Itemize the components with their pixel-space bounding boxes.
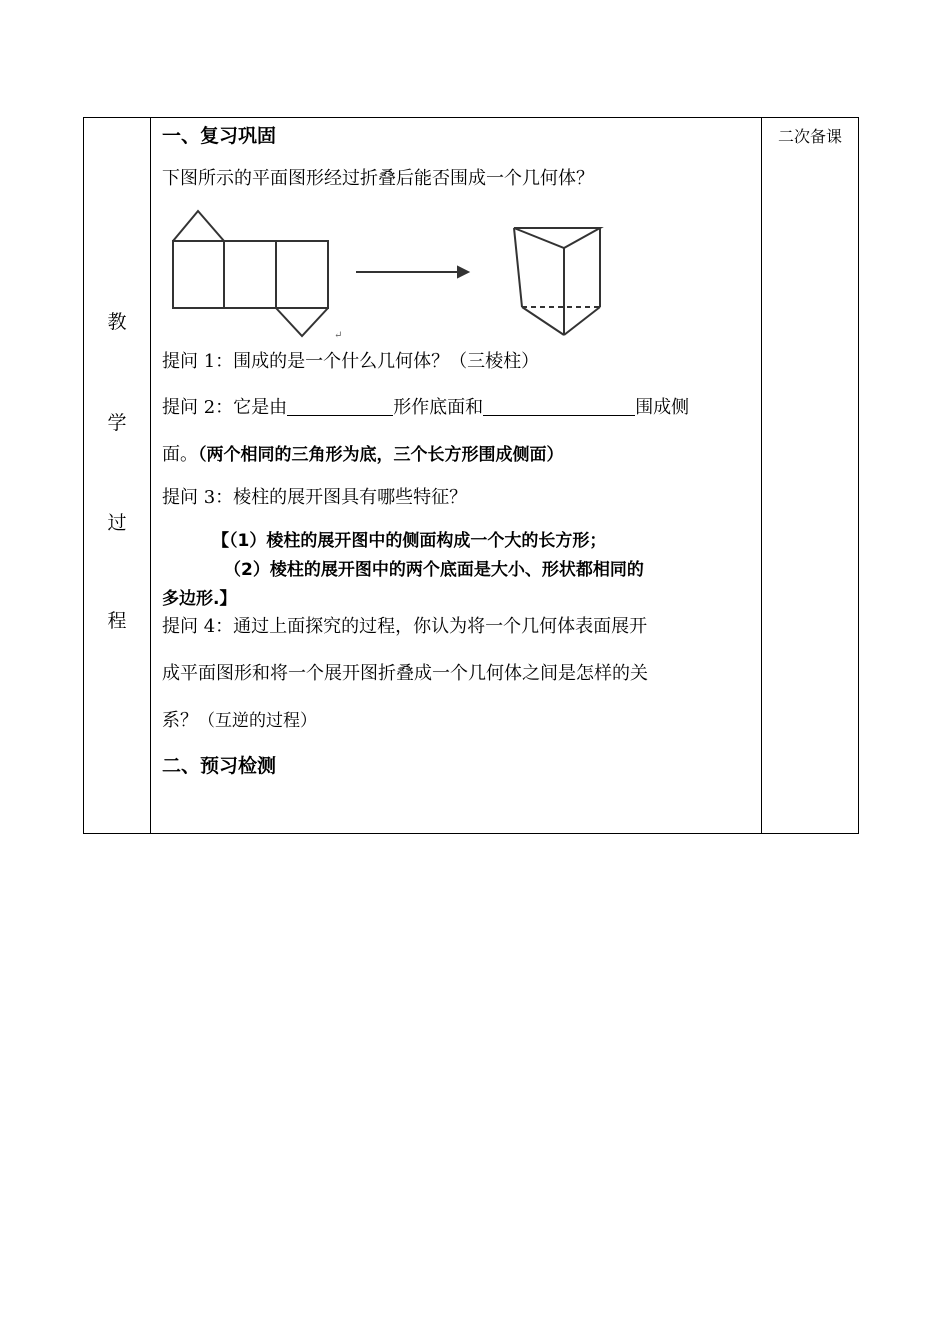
column-char-1: 教 bbox=[107, 311, 127, 333]
question-4-answer: （互逆的过程） bbox=[198, 711, 317, 731]
blank-2 bbox=[483, 397, 635, 416]
question-2-answer: （两个相同的三角形为底，三个长方形围成侧面） bbox=[198, 445, 564, 465]
question-4-line3 bbox=[162, 706, 317, 732]
notes-label: 二次备课 bbox=[777, 127, 842, 146]
notes-column bbox=[761, 118, 858, 833]
section1-title: 一、复习巩固 bbox=[162, 125, 277, 147]
question-2 bbox=[162, 393, 689, 419]
lesson-table bbox=[83, 117, 859, 834]
answer-3-line1: 【（1）棱柱的展开图中的侧面构成一个大的长方形； bbox=[212, 531, 607, 551]
question-3: 提问 3：棱柱的展开图具有哪些特征？ bbox=[162, 487, 468, 508]
question-2-suffix: 围成侧 bbox=[635, 397, 690, 418]
intro-text: 下图所示的平面图形经过折叠后能否围成一个几何体？ bbox=[162, 168, 594, 189]
prism-net-diagram bbox=[170, 206, 620, 341]
question-4-line3-text: 系？ bbox=[162, 710, 198, 731]
question-2-line2-text: 面。 bbox=[162, 444, 198, 465]
column-char-4: 程 bbox=[107, 610, 127, 632]
teaching-process-column bbox=[84, 118, 151, 833]
section2-title: 二、预习检测 bbox=[162, 755, 277, 777]
net-bottom-triangle bbox=[276, 308, 328, 336]
svg-text:↵: ↵ bbox=[334, 330, 343, 341]
question-2-prefix: 提问 2：它是由 bbox=[162, 397, 288, 418]
question-1: 提问 1：围成的是一个什么几何体？（三棱柱） bbox=[162, 351, 540, 372]
answer-3-line3: 多边形.】 bbox=[162, 589, 237, 609]
question-2-mid: 形作底面和 bbox=[393, 397, 484, 418]
prism-top-face bbox=[514, 228, 600, 248]
blank-1 bbox=[287, 397, 393, 416]
question-4-line2: 成平面图形和将一个展开图折叠成一个几何体之间是怎样的关 bbox=[162, 663, 648, 684]
column-char-2: 学 bbox=[107, 412, 127, 434]
column-char-3: 过 bbox=[107, 512, 127, 534]
arrow-head bbox=[458, 267, 468, 277]
net-top-triangle bbox=[173, 211, 224, 241]
net-rectangles bbox=[173, 241, 328, 308]
question-4-line1: 提问 4：通过上面探究的过程，你认为将一个几何体表面展开 bbox=[162, 616, 648, 637]
answer-3-line2: （2）棱柱的展开图中的两个底面是大小、形状都相同的 bbox=[224, 560, 644, 580]
question-2-line2 bbox=[162, 440, 564, 466]
